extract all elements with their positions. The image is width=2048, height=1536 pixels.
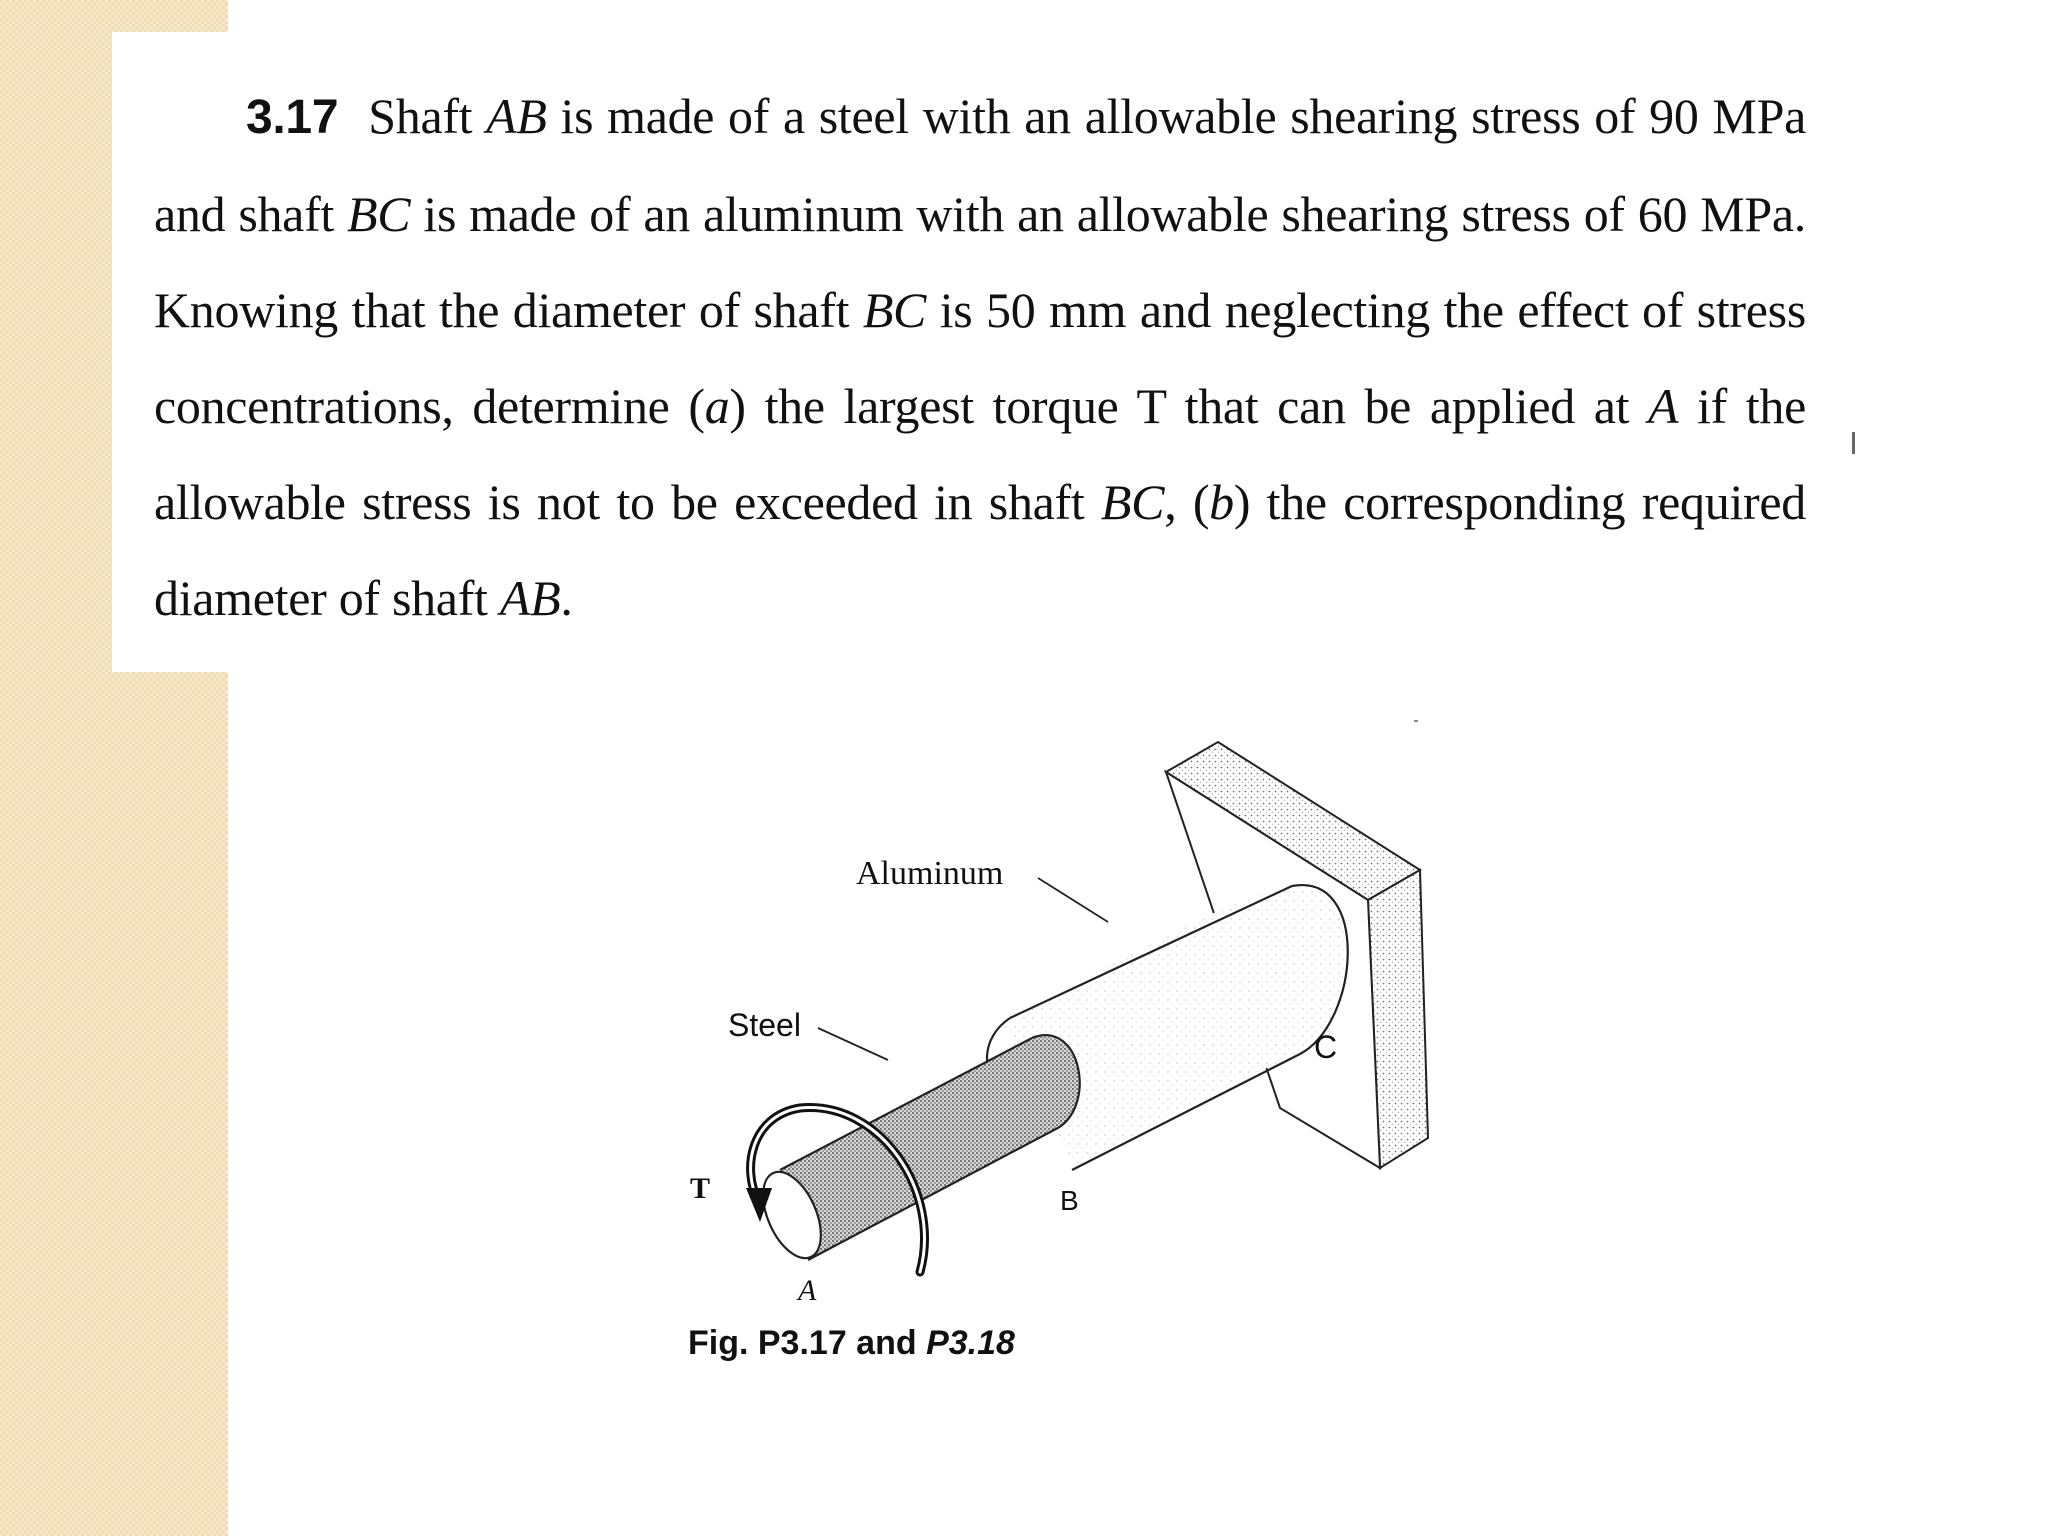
- problem-number: 3.17: [246, 91, 339, 144]
- point-a-label: A: [798, 1274, 817, 1307]
- problem-statement: [154, 68, 1806, 646]
- variable-symbol: BC: [347, 186, 411, 242]
- steel-leader: [818, 1028, 888, 1060]
- problem-card: [112, 32, 1812, 672]
- variable-symbol: BC: [862, 282, 927, 338]
- steel-shaft: [751, 1035, 1079, 1267]
- variable-symbol: A: [1648, 378, 1679, 434]
- figure-caption: [688, 1324, 1015, 1363]
- problem-text-segment: ) the corresponding required diameter of shaft: [154, 474, 1806, 626]
- torque-label: T: [690, 1172, 711, 1205]
- problem-text-segment: ) the largest torque T that can be applied at: [729, 378, 1649, 434]
- variable-symbol: b: [1209, 474, 1234, 530]
- problem-text-segment: if the allowable stress is not to be exceeded in shaft: [154, 378, 1806, 530]
- variable-symbol: AB: [486, 88, 547, 144]
- point-c-label: C: [1314, 1029, 1338, 1065]
- aluminum-label: Aluminum: [856, 855, 1004, 892]
- problem-text-segment: Shaft: [368, 88, 487, 144]
- problem-text-segment: .: [560, 570, 573, 626]
- variable-symbol: BC: [1100, 474, 1165, 530]
- problem-text: [154, 88, 1806, 626]
- point-b-label: B: [1060, 1185, 1079, 1216]
- figure-caption-italic: P3.18: [926, 1324, 1015, 1362]
- variable-symbol: AB: [499, 570, 561, 626]
- problem-text-segment: is 50 mm and neglecting the effect of stress concentrations, determine (: [154, 282, 1806, 434]
- problem-text-segment: , (: [1164, 474, 1210, 530]
- aluminum-leader: [1038, 878, 1108, 922]
- figure-caption-prefix: Fig. P3.17 and: [688, 1324, 927, 1362]
- steel-label: Steel: [728, 1007, 801, 1043]
- problem-text-segment: is made of a steel with an allowable shearing stress of 90 MPa and shaft: [154, 88, 1806, 242]
- shaft-figure: [680, 700, 1480, 1400]
- stray-mark: [1852, 432, 1855, 454]
- problem-text-segment: is made of an aluminum with an allowable shearing stress of 60 MPa. Knowing that the diameter of shaft: [154, 186, 1806, 338]
- variable-symbol: a: [704, 378, 730, 434]
